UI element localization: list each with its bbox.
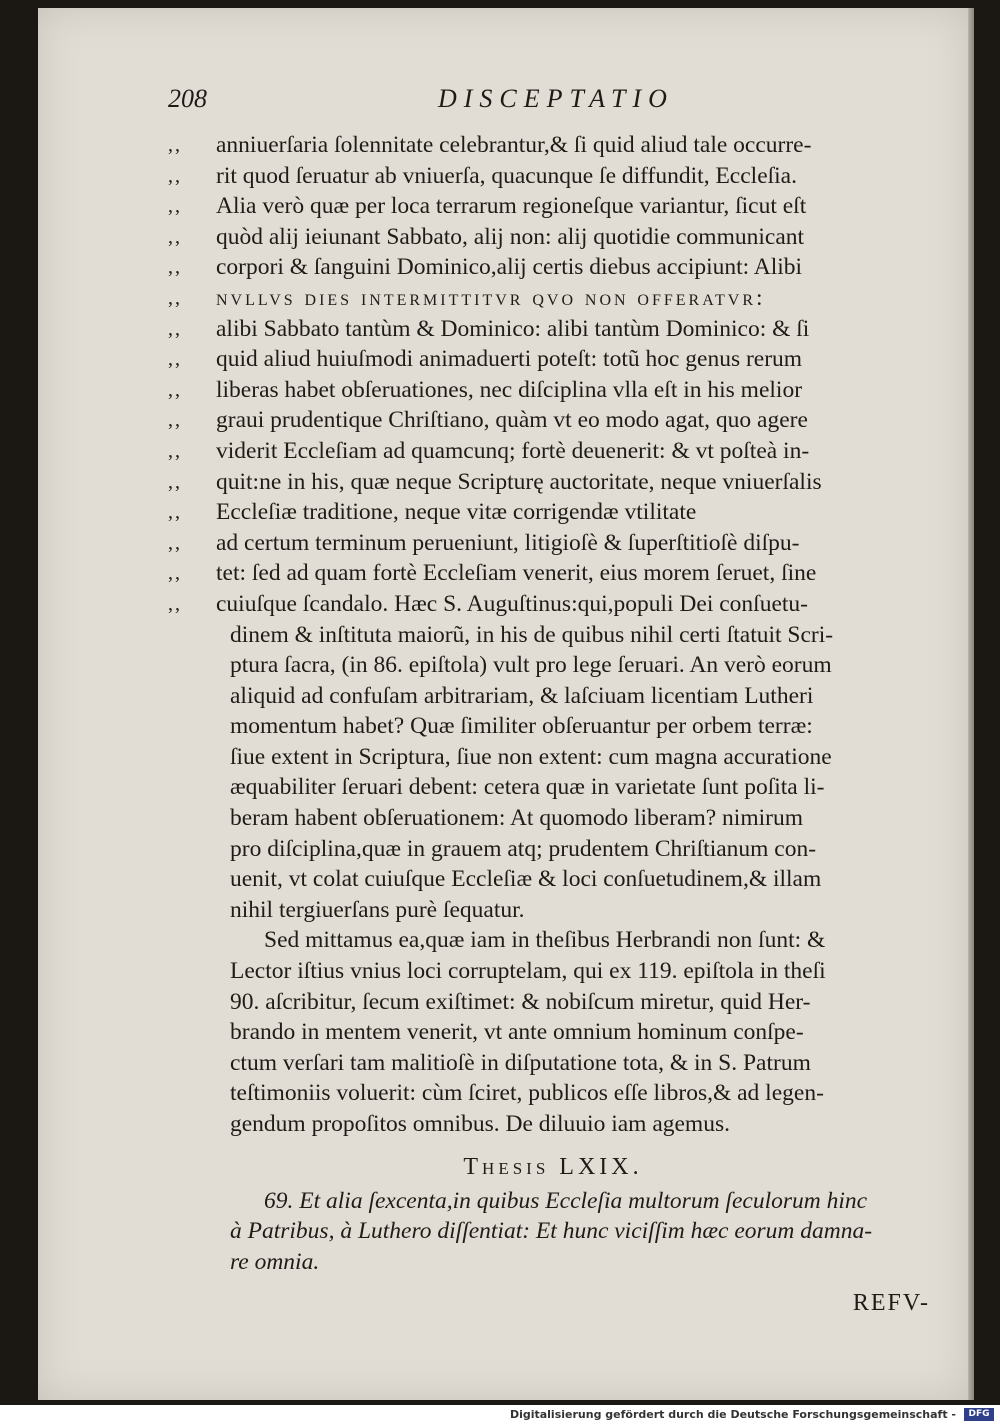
text-line [168, 956, 938, 987]
text-line [168, 222, 938, 253]
text-line [168, 1078, 938, 1109]
thesis-line [168, 1247, 938, 1278]
line-text: Eccleſiæ traditione, neque vitæ corrigendæ vtilitate [216, 499, 697, 526]
line-text: ad certum terminum perueniunt, litigioſè & ſuperſtitioſè diſpu- [216, 529, 800, 556]
line-text: ctum verſari tam malitioſè in diſputatione tota, & in S. Patrum [230, 1049, 811, 1076]
line-text: rit quod ſeruatur ab vniuerſa, quacunque ſe diffundit, Eccleſia. [216, 162, 797, 189]
text-line [168, 161, 938, 192]
line-text: quit:ne in his, quæ neque Scripturę auctoritate, neque vniuerſalis [216, 468, 822, 495]
text-line [168, 987, 938, 1018]
text-line [168, 895, 938, 926]
main-paragraphs [168, 130, 938, 1140]
quote-mark: ,, [168, 256, 182, 279]
text-line [168, 191, 938, 222]
line-text: à Patribus, à Luthero diſſentiat: Et hunc viciſſim hæc eorum damna- [230, 1218, 873, 1245]
line-text: Lector iſtius vnius loci corruptelam, qui ex 119. epiſtola in theſi [230, 958, 826, 985]
text-line [168, 1017, 938, 1048]
text-line [168, 681, 938, 712]
thesis-heading: Thesis LXIX. [463, 1153, 643, 1180]
line-text: uenit, vt colat cuiuſque Eccleſiæ & loci conſuetudinem,& illam [230, 866, 822, 893]
line-text: gendum propoſitos omnibus. De diluuio iam agemus. [230, 1111, 730, 1137]
text-line [168, 589, 938, 620]
line-text: pro diſciplina,quæ in grauem atq; prudentem Chriſtianum con- [230, 835, 817, 862]
thesis-text [168, 1186, 938, 1278]
text-line [168, 1048, 938, 1079]
text-line [168, 344, 938, 375]
text-line [168, 528, 938, 559]
quote-mark: ,, [168, 592, 182, 615]
quote-mark: ,, [168, 225, 182, 248]
quote-mark: ,, [168, 348, 182, 371]
catchword: REFV- [852, 1290, 930, 1317]
quote-mark: ,, [168, 439, 182, 462]
quote-mark: ,, [168, 501, 182, 524]
text-line [168, 252, 938, 283]
page-header [168, 84, 908, 120]
line-text: liberas habet obſeruationes, nec diſciplina vlla eſt in his melior [216, 376, 803, 403]
text-line [168, 283, 938, 314]
quote-mark: ,, [168, 134, 182, 156]
text-line [168, 405, 938, 436]
line-text: corpori & ſanguini Dominico,alij certis diebus accipiunt: Alibi [216, 254, 803, 281]
text-line [168, 620, 938, 651]
body-text [168, 130, 938, 1323]
text-line [168, 925, 938, 956]
text-line [168, 834, 938, 865]
text-line [168, 772, 938, 803]
line-text: beram habent obſeruationem: At quomodo liberam? nimirum [230, 805, 803, 832]
quote-mark: ,, [168, 409, 182, 432]
quote-mark: ,, [168, 317, 182, 340]
line-text: nihil tergiuerſans purè ſequatur. [230, 896, 525, 923]
text-line [168, 558, 938, 589]
digitization-footer [0, 1405, 1000, 1425]
line-text: re omnia. [230, 1248, 320, 1275]
line-text: 90. aſcribitur, ſecum exiſtimet: & nobiſcum miretur, quid Her- [230, 988, 811, 1015]
line-text: nvllvs dies intermittitvr qvo non offeratvr: [216, 284, 766, 311]
text-line [168, 314, 938, 345]
line-text: Alia verò quæ per loca terrarum regioneſque variantur, ſicut eſt [216, 193, 807, 220]
quote-mark: ,, [168, 562, 182, 585]
line-text: viderit Eccleſiam ad quamcunq; fortè deuenerit: & vt poſteà in- [216, 437, 810, 464]
line-text: brando in mentem venerit, vt ante omnium hominum conſpe- [230, 1019, 804, 1046]
line-text: graui prudentique Chriſtiano, quàm vt eo modo agat, quo agere [216, 407, 808, 434]
line-text: æquabiliter ſeruari debent: cetera quæ in varietate ſunt poſita li- [230, 774, 825, 801]
line-text: anniuerſaria ſolennitate celebrantur,& ſi quid aliud tale occurre- [216, 132, 812, 158]
text-line [168, 375, 938, 406]
line-text: cuiuſque ſcandalo. Hæc S. Auguſtinus:qui,populi Dei conſuetu- [216, 590, 808, 617]
page-number: 208 [168, 84, 207, 113]
quote-mark: ,, [168, 378, 182, 401]
line-text: quòd alij ieiunant Sabbato, alij non: alij quotidie communicant [216, 223, 805, 250]
quote-mark: ,, [168, 531, 182, 554]
line-text: aliquid ad confuſam arbitrariam, & laſciuam licentiam Lutheri [230, 682, 814, 709]
line-text: ptura ſacra, (in 86. epiſtola) vult pro lege ſeruari. An verò eorum [230, 652, 832, 679]
text-line [168, 497, 938, 528]
line-text: quid aliud huiuſmodi animaduerti poteſt: totũ hoc genus rerum [216, 346, 803, 373]
text-line [168, 436, 938, 467]
text-line [168, 864, 938, 895]
dfg-logo: DFG [964, 1408, 994, 1421]
text-line [168, 742, 938, 773]
line-text: 69. Et alia ſexcenta,in quibus Eccleſia multorum ſeculorum hinc [264, 1187, 868, 1214]
quote-mark: ,, [168, 470, 182, 493]
text-line [168, 1109, 938, 1140]
text-line [168, 650, 938, 681]
line-text: dinem & inſtituta maiorũ, in his de quibus nihil certi ſtatuit Scri- [230, 621, 834, 648]
line-text: alibi Sabbato tantùm & Dominico: alibi tantùm Dominico: & ſi [216, 315, 810, 342]
thesis-line [168, 1216, 938, 1247]
quote-mark: ,, [168, 286, 182, 309]
thesis-line [168, 1186, 938, 1217]
text-line [168, 467, 938, 498]
text-line [168, 130, 938, 161]
text-line [168, 803, 938, 834]
page-edge [968, 8, 974, 1400]
funding-credit: Digitalisierung gefördert durch die Deutsche Forschungsgemeinschaft - [509, 1408, 956, 1421]
line-text: tet: ſed ad quam fortè Eccleſiam venerit, eius morem ſeruet, ſine [216, 560, 817, 587]
text-line [168, 711, 938, 742]
quote-mark: ,, [168, 164, 182, 187]
running-title: DISCEPTATIO [438, 84, 674, 113]
line-text: momentum habet? Quæ ſimiliter obſeruantur per orbem terræ: [230, 713, 813, 740]
line-text: ſiue extent in Scriptura, ſiue non extent: cum magna accuratione [230, 743, 832, 770]
quote-mark: ,, [168, 195, 182, 218]
line-text: teſtimoniis voluerit: cùm ſciret, publicos eſſe libros,& ad legen- [230, 1080, 824, 1107]
line-text: Sed mittamus ea,quæ iam in theſibus Herbrandi non ſunt: & [264, 927, 826, 954]
